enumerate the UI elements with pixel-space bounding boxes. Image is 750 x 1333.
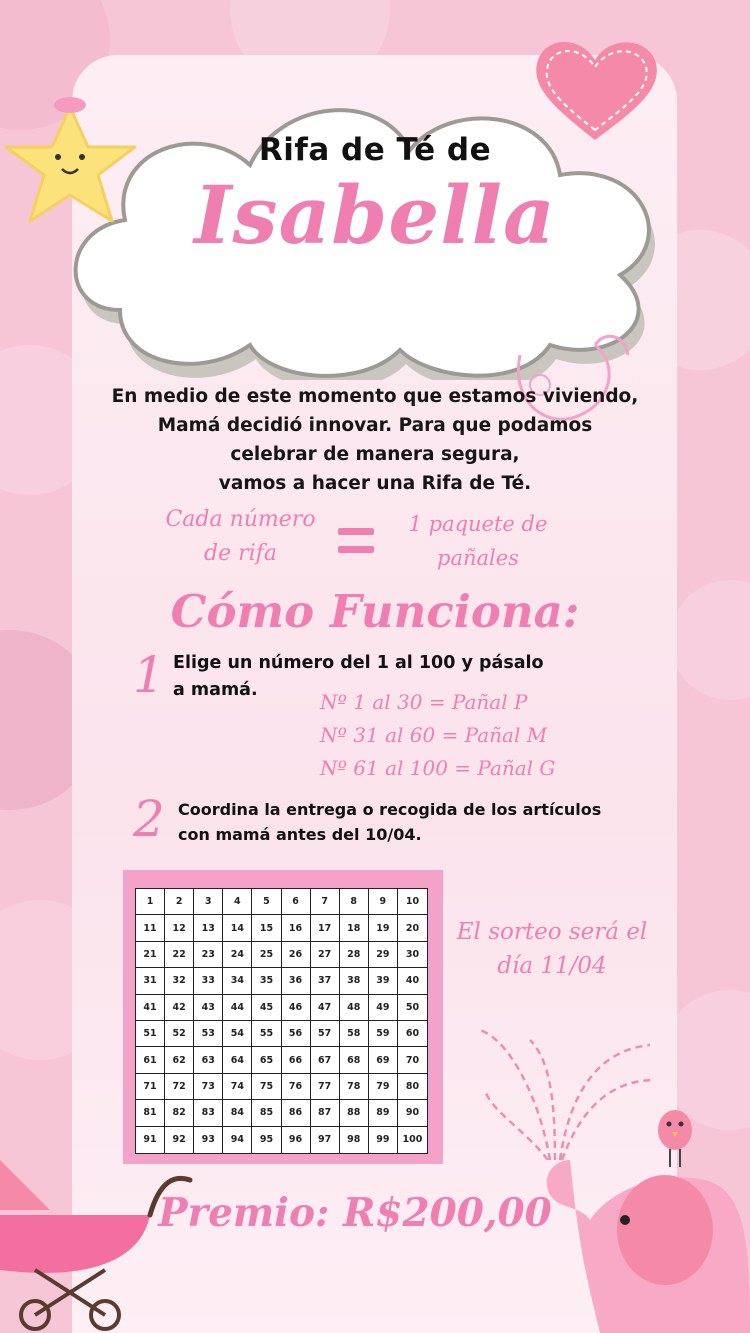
number-grid — [135, 888, 428, 1154]
grid-cell: 53 — [194, 1021, 223, 1047]
grid-cell: 39 — [369, 968, 398, 994]
grid-cell: 85 — [252, 1100, 281, 1126]
grid-cell: 52 — [165, 1021, 194, 1047]
grid-cell: 18 — [340, 915, 369, 941]
grid-cell: 48 — [340, 995, 369, 1021]
grid-cell: 29 — [369, 942, 398, 968]
size-item: Nº 61 al 100 = Pañal G — [320, 756, 556, 780]
grid-cell: 97 — [311, 1127, 340, 1153]
grid-cell: 68 — [340, 1047, 369, 1073]
grid-cell: 24 — [223, 942, 252, 968]
grid-cell: 1 — [136, 889, 165, 915]
grid-cell: 59 — [369, 1021, 398, 1047]
grid-cell: 88 — [340, 1100, 369, 1126]
grid-cell: 57 — [311, 1021, 340, 1047]
prize-text: Premio: R$200,00 — [158, 1190, 552, 1236]
grid-cell: 46 — [282, 995, 311, 1021]
equation-right-line: 1 paquete de — [408, 512, 548, 536]
grid-cell: 65 — [252, 1047, 281, 1073]
grid-cell: 99 — [369, 1127, 398, 1153]
grid-cell: 35 — [252, 968, 281, 994]
grid-cell: 49 — [369, 995, 398, 1021]
grid-cell: 9 — [369, 889, 398, 915]
grid-cell: 73 — [194, 1074, 223, 1100]
grid-cell: 79 — [369, 1074, 398, 1100]
grid-cell: 51 — [136, 1021, 165, 1047]
grid-cell: 38 — [340, 968, 369, 994]
grid-cell: 93 — [194, 1127, 223, 1153]
size-item: Nº 31 al 60 = Pañal M — [320, 723, 548, 747]
grid-cell: 28 — [340, 942, 369, 968]
equation-left-line: Cada número — [165, 507, 316, 532]
grid-cell: 45 — [252, 995, 281, 1021]
intro-line: En medio de este momento que estamos viviendo, — [111, 386, 639, 407]
grid-cell: 91 — [136, 1127, 165, 1153]
grid-cell: 80 — [398, 1074, 427, 1100]
grid-cell: 21 — [136, 942, 165, 968]
grid-cell: 63 — [194, 1047, 223, 1073]
step1-line: Elige un número del 1 al 100 y pásalo — [173, 653, 544, 673]
stroller-icon — [0, 1140, 200, 1333]
grid-cell: 58 — [340, 1021, 369, 1047]
grid-cell: 25 — [252, 942, 281, 968]
grid-cell: 69 — [369, 1047, 398, 1073]
size-item: Nº 1 al 30 = Pañal P — [320, 690, 528, 714]
grid-cell: 4 — [223, 889, 252, 915]
title-name: Isabella — [194, 168, 556, 262]
grid-cell: 96 — [282, 1127, 311, 1153]
grid-cell: 71 — [136, 1074, 165, 1100]
grid-cell: 17 — [311, 915, 340, 941]
grid-cell: 94 — [223, 1127, 252, 1153]
grid-cell: 50 — [398, 995, 427, 1021]
grid-cell: 41 — [136, 995, 165, 1021]
grid-cell: 66 — [282, 1047, 311, 1073]
grid-cell: 84 — [223, 1100, 252, 1126]
grid-cell: 26 — [282, 942, 311, 968]
equation-left-line: de rifa — [204, 541, 277, 566]
heart-icon — [530, 35, 665, 145]
equation-right-line: pañales — [437, 546, 519, 570]
grid-cell: 13 — [194, 915, 223, 941]
grid-cell: 62 — [165, 1047, 194, 1073]
grid-cell: 37 — [311, 968, 340, 994]
grid-cell: 44 — [223, 995, 252, 1021]
grid-cell: 30 — [398, 942, 427, 968]
step1-number: 1 — [133, 646, 165, 704]
grid-cell: 98 — [340, 1127, 369, 1153]
grid-cell: 75 — [252, 1074, 281, 1100]
step2-text — [178, 797, 618, 847]
step1-line: a mamá. — [173, 680, 258, 700]
grid-cell: 20 — [398, 915, 427, 941]
grid-cell: 78 — [340, 1074, 369, 1100]
grid-cell: 14 — [223, 915, 252, 941]
grid-cell: 81 — [136, 1100, 165, 1126]
draw-line: El sorteo será el — [456, 919, 648, 945]
grid-cell: 42 — [165, 995, 194, 1021]
grid-cell: 2 — [165, 889, 194, 915]
grid-cell: 47 — [311, 995, 340, 1021]
grid-cell: 77 — [311, 1074, 340, 1100]
intro-line: Mamá decidió innovar. Para que podamos — [157, 415, 593, 436]
intro-line: vamos a hacer una Rifa de Té. — [218, 473, 532, 494]
equation-left — [148, 503, 333, 571]
grid-cell: 10 — [398, 889, 427, 915]
grid-cell: 100 — [402, 1134, 423, 1146]
grid-cell: 34 — [223, 968, 252, 994]
grid-cell: 89 — [369, 1100, 398, 1126]
equals-sign — [338, 528, 374, 553]
grid-cell: 76 — [282, 1074, 311, 1100]
grid-cell: 92 — [165, 1127, 194, 1153]
grid-cell: 7 — [311, 889, 340, 915]
grid-cell: 16 — [282, 915, 311, 941]
grid-cell: 72 — [165, 1074, 194, 1100]
number-grid-frame — [123, 870, 443, 1164]
grid-cell: 82 — [165, 1100, 194, 1126]
grid-cell: 32 — [165, 968, 194, 994]
grid-cell: 33 — [194, 968, 223, 994]
grid-cell: 90 — [398, 1100, 427, 1126]
grid-cell: 8 — [340, 889, 369, 915]
draw-line: día 11/04 — [497, 953, 607, 979]
grid-cell: 70 — [398, 1047, 427, 1073]
elephant-icon — [540, 1150, 750, 1333]
step2-number: 2 — [133, 790, 165, 848]
grid-cell: 40 — [398, 968, 427, 994]
how-it-works-title: Cómo Funciona: — [170, 585, 580, 638]
grid-cell: 54 — [223, 1021, 252, 1047]
grid-cell: 67 — [311, 1047, 340, 1073]
grid-cell: 22 — [165, 942, 194, 968]
diaper-size-list — [320, 686, 580, 785]
grid-cell: 3 — [194, 889, 223, 915]
grid-cell: 36 — [282, 968, 311, 994]
intro-line: celebrar de manera segura, — [230, 444, 520, 465]
grid-cell: 86 — [282, 1100, 311, 1126]
grid-cell: 56 — [282, 1021, 311, 1047]
grid-cell: 83 — [194, 1100, 223, 1126]
grid-cell: 12 — [165, 915, 194, 941]
grid-cell: 15 — [252, 915, 281, 941]
grid-cell: 5 — [252, 889, 281, 915]
grid-cell: 64 — [223, 1047, 252, 1073]
step2-line: con mamá antes del 10/04. — [178, 825, 422, 844]
grid-cell: 31 — [136, 968, 165, 994]
grid-cell: 55 — [252, 1021, 281, 1047]
grid-cell: 60 — [398, 1021, 427, 1047]
title-line1: Rifa de Té de — [258, 132, 492, 168]
grid-cell: 23 — [194, 942, 223, 968]
equation-right — [398, 507, 558, 575]
grid-cell: 43 — [194, 995, 223, 1021]
grid-cell: 11 — [136, 915, 165, 941]
grid-cell: 87 — [311, 1100, 340, 1126]
step2-line: Coordina la entrega o recogida de los artículos — [178, 800, 602, 819]
grid-cell: 61 — [136, 1047, 165, 1073]
draw-date — [452, 915, 652, 983]
water-spray-decoration — [470, 1020, 660, 1160]
grid-cell: 74 — [223, 1074, 252, 1100]
grid-cell: 27 — [311, 942, 340, 968]
grid-cell: 19 — [369, 915, 398, 941]
grid-cell: 95 — [252, 1127, 281, 1153]
intro-text — [80, 382, 670, 498]
grid-cell: 6 — [282, 889, 311, 915]
